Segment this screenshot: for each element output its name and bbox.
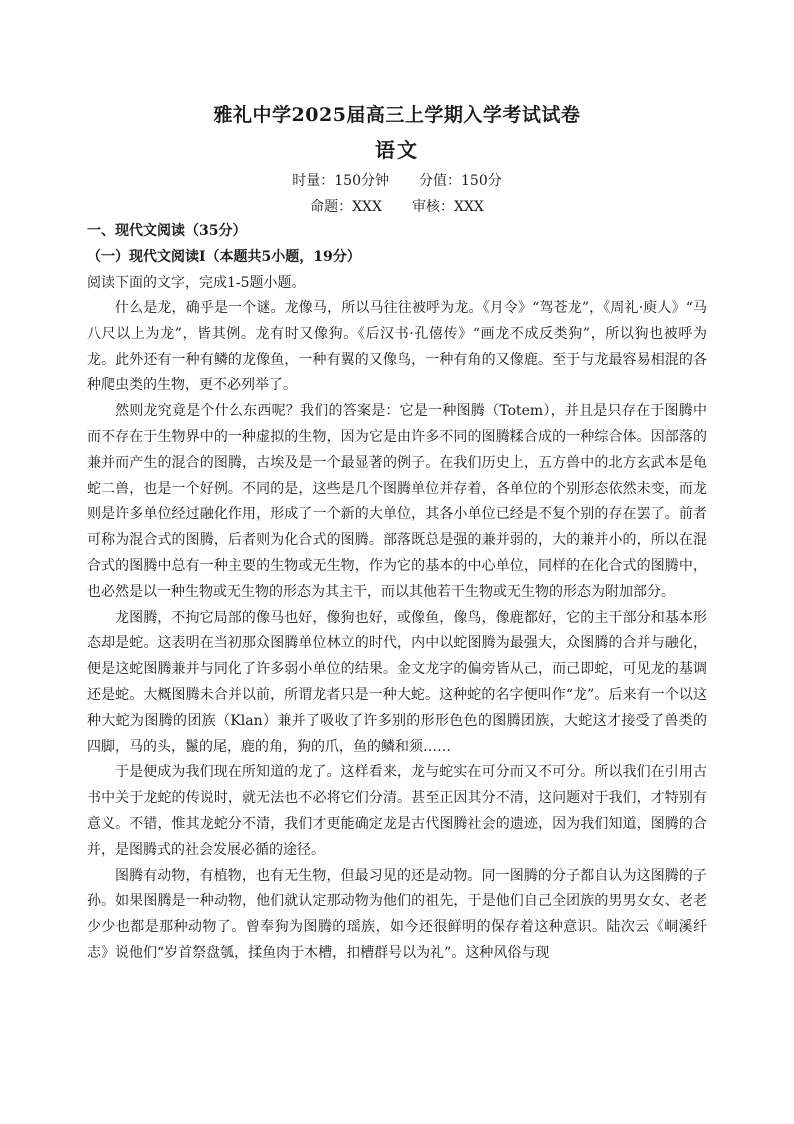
passage-paragraph: 什么是龙，确乎是一个谜。龙像马，所以马往往被呼为龙。《月令》“驾苍龙”，《周礼·庾人》“马八尺以上为龙”，皆其例。龙有时又像狗。《后汉书·孔僖传》“画龙不成反类狗”，所以狗也被呼为龙。此外还有一种有鳞的龙像鱼，一种有翼的又像鸟，一种有角的又像鹿。至于与龙最容易相混的各种爬虫类的生物，更不必列举了。 [87,300,707,394]
subject-title: 语文 [375,138,419,162]
duration-label: 时量：150分钟 [292,173,389,189]
reviewer-label: 审核：XXX [412,199,484,215]
exam-authors [0,196,794,216]
score-label: 分值：150分 [419,173,502,189]
passage-paragraph: 图腾有动物，有植物，也有无生物，但最习见的还是动物。同一图腾的分子都自认为这图腾的子孙。如果图腾是一种动物，他们就认定那动物为他们的祖先，于是他们自己全团族的男男女女、老老少少也都是那种动物了。曾奉狗为图腾的瑶族，如今还很鲜明的保存着这种意识。陆次云《峒溪纤志》说他们“岁首祭盘瓠，揉鱼肉于木槽，扣槽群号以为礼”。这种风俗与现 [87,867,707,961]
passage-paragraph: 龙图腾，不拘它局部的像马也好，像狗也好，或像鱼，像鸟，像鹿都好，它的主干部分和基本形态却是蛇。这表明在当初那众图腾单位林立的时代，内中以蛇图腾为最强大，众图腾的合并与融化，便是这蛇图腾兼并与同化了许多弱小单位的结果。金文龙字的偏旁皆从己，而己即蛇，可见龙的基调还是蛇。大概图腾未合并以前，所谓龙者只是一种大蛇。这种蛇的名字便叫作“龙”。后来有一个以这种大蛇为图腾的团族（Klan）兼并了吸收了许多别的形形色色的图腾团族，大蛇这才接受了兽类的四脚，马的头，鬣的尾，鹿的角，狗的爪，鱼的鳞和须…… [87,609,707,755]
author-label: 命题：XXX [310,199,382,215]
reading-passage [87,296,707,967]
section-heading: 一、现代文阅读（35分） [87,223,247,239]
passage-paragraph: 然则龙究竟是个什么东西呢？我们的答案是：它是一种图腾（Totem），并且是只存在于图腾中而不存在于生物界中的一种虚拟的生物，因为它是由许多不同的图腾糅合成的一种综合体。因部落的兼并而产生的混合的图腾，古埃及是一个最显著的例子。在我们历史上，五方兽中的北方玄武本是龟蛇二兽，也是一个好例。不同的是，这些是几个图腾单位并存着，各单位的个别形态依然未变，而龙则是许多单位经过融化作用，形成了一个新的大单位，其各小单位已经是不复个别的存在罢了。前者可称为混合式的图腾，后者则为化合式的图腾。部落既总是强的兼并弱的，大的兼并小的，所以在混合式的图腾中总有一种主要的生物或无生物，作为它的基本的中心单位，同样的在化合式的图腾中，也必然是以一种生物或无生物的形态为其主干，而以其他若干生物或无生物的形态为附加部分。 [87,403,707,600]
subsection-heading: （一）现代文阅读Ⅰ（本题共5小题，19分） [87,249,361,265]
exam-duration-score [0,170,794,190]
passage-paragraph: 于是便成为我们现在所知道的龙了。这样看来，龙与蛇实在可分而又不可分。所以我们在引用古书中关于龙蛇的传说时，就无法也不必将它们分清。甚至正因其分不清，这问题对于我们，才特别有意义。不错，惟其龙蛇分不清，我们才更能确定龙是古代图腾社会的遗迹，因为我们知道，图腾的合并，是图腾式的社会发展必循的途径。 [87,764,707,858]
reading-instruction: 阅读下面的文字，完成1-5题小题。 [87,275,306,291]
exam-title: 雅礼中学2025届高三上学期入学考试试卷 [213,104,581,126]
